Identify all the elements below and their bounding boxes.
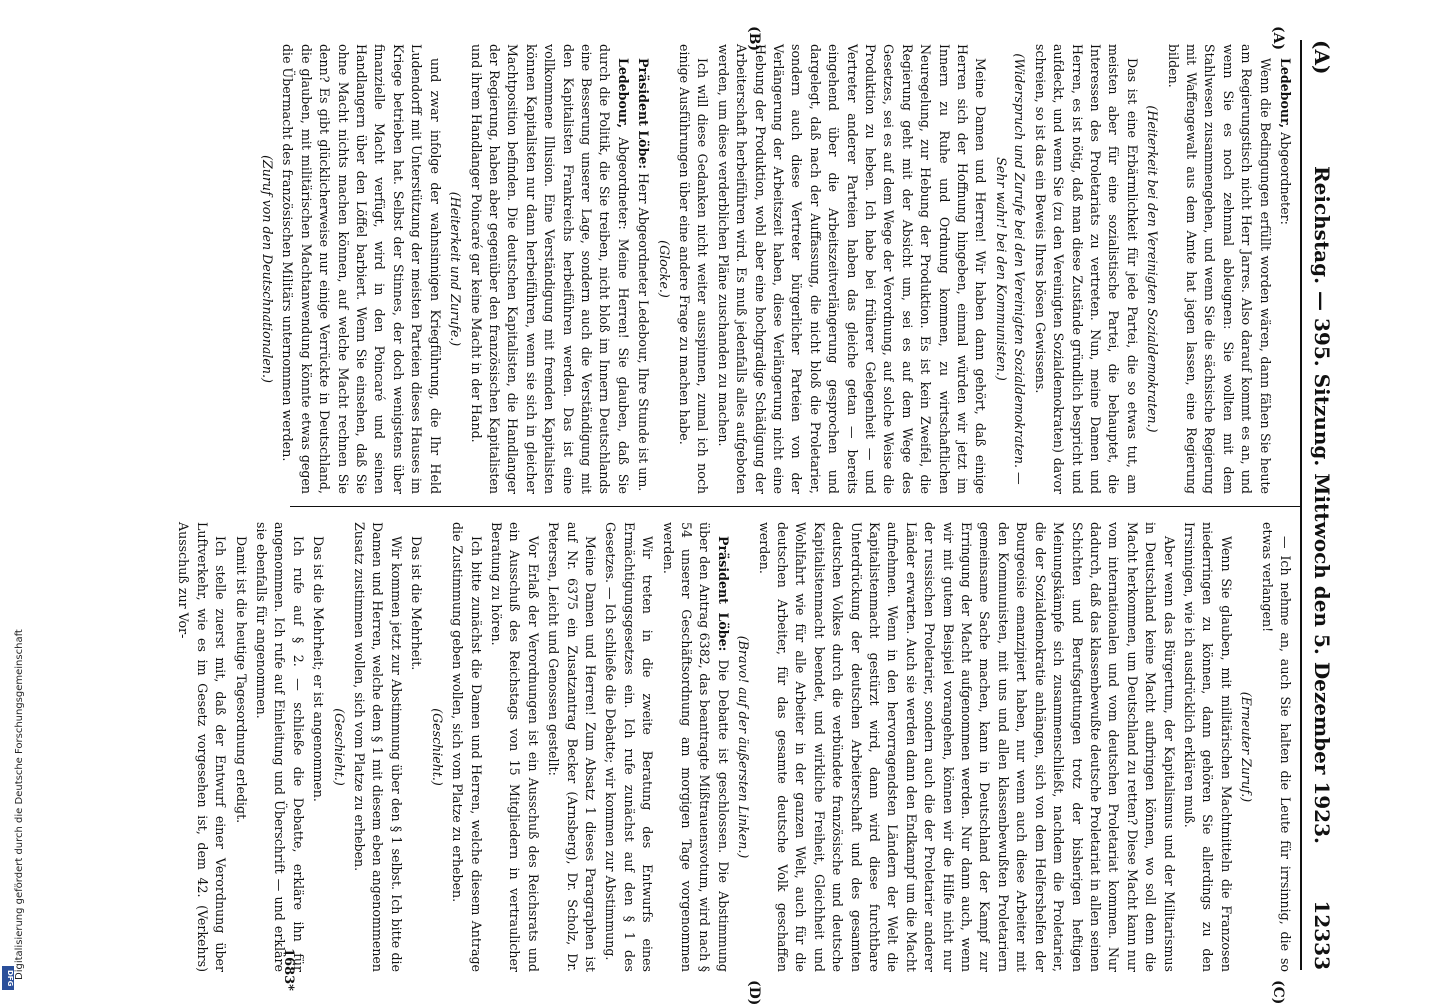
paragraph-text: Wenn die Bedingungen erfüllt worden wären, dann fähen Sie heute am Regierungstisch nicht Herr Jarres. Also darauf kommt es an, und wenn Sie es noch zehnmal ableugnen: Sie wollten mit dem Stahlwesen zusammengehen, und wenn Sie die sächsische Regierung mit Waffengewalt aus dem Amte hat jagen lassen, eine Regierung bilden. <box>1165 44 1273 494</box>
header-rule <box>1300 40 1302 970</box>
speaker-name: Ledebour, <box>1278 58 1293 129</box>
margin-mark-b: (B) <box>746 26 762 52</box>
paragraph <box>309 522 327 972</box>
paragraph-text: (Erneuter Zuruf.) <box>1239 691 1255 803</box>
paragraph-text: (Zuruf von den Deutschnationalen.) <box>260 155 276 383</box>
paragraph-text: Abgeordneter: <box>1278 128 1293 225</box>
paragraph <box>1180 522 1235 972</box>
paragraph <box>1030 44 1140 494</box>
paragraph <box>675 44 712 494</box>
stage-direction <box>258 44 276 494</box>
paragraph-text: Ich bitte zunächst die Damen und Herren, welche diesem Antrage die Zustimmung geben wollen, sich vom Platze zu erheben. <box>450 522 484 972</box>
signature-mark: 1683* <box>281 948 296 991</box>
paragraph-text: (Geschieht.) <box>429 708 445 786</box>
paragraph-text: (Widerspruch und Zurufe bei den Vereinigten Sozialdemokraten. — Sehr wahr! bei den Kommunisten.) <box>993 53 1028 485</box>
stage-direction <box>1237 522 1255 972</box>
paragraph <box>544 522 599 972</box>
paragraph <box>754 522 1177 972</box>
paragraph <box>466 44 632 494</box>
stage-direction <box>427 522 445 972</box>
paragraph <box>487 522 542 972</box>
paragraph <box>601 522 656 972</box>
stage-direction <box>329 522 347 972</box>
paragraph <box>634 44 652 494</box>
paragraph-text: Damit ist die heutige Tagesordnung erledigt. <box>233 536 249 824</box>
paragraph <box>350 522 405 972</box>
paragraph <box>1257 522 1294 972</box>
page-header <box>1300 40 1334 970</box>
paragraph-text: und zwar infolge der wahnsinnigen Kriegführung, die Ihr Held Ludendorff mit Unterstützung der meisten Parteien dieses Hauses im Kriege betrieben hat. Selbst der Stinnes, der doch wenigstens über finanzielle Macht verfügt, wird in den Poincaré und seinen Handlangern über den Löffel barbiert. Wenn Sie einsehen, daß Sie ohne Macht nichts machen können, auf welche Macht rechnen Sie denn? Es gibt glücklicherweise nur einige Verrückte in Deutschland, die glauben, mit militärischen Machtanwendung könnte etwas gegen die Übermacht des französischen Militärs unternommen werden. <box>280 44 443 494</box>
margin-mark-c: (C) <box>1270 980 1286 1005</box>
paragraph-text: — Ich nehme an, auch Sie halten die Leute für irrsinnig, die so etwas verlangen! <box>1259 522 1293 972</box>
paragraph-text: Herr Abgeordneter Ledebour, Ihre Stunde ist um. <box>636 169 652 492</box>
stage-direction <box>446 44 464 494</box>
digitization-credit: Digitalisierung gefördert durch die Deutsche Forschungsgemeinschaft <box>14 629 25 980</box>
paragraph-text: Ich rufe auf § 2. — schließe die Debatte, erkläre ihn für angenommen. Ich rufe auf Einleitung und Überschrift — und erkläre sie ebenfalls für angenommen. <box>254 522 306 972</box>
stage-direction <box>992 44 1029 494</box>
paragraph-text: (Heiterkeit bei den Vereinigten Sozialdemokraten.) <box>1145 105 1161 433</box>
paragraph-text: (Heiterkeit und Zurufe.) <box>448 191 464 347</box>
paragraph-text: Ich stelle zuerst mit, daß der Entwurf einer Verordnung über Luftverkehr, wie es im Gesetz vorgesehen ist, dem 42. (Verkehrs) Ausschuß zur Vor- <box>176 522 229 972</box>
paragraph <box>448 522 485 972</box>
paragraph-text: Das ist eine Erbärmlichkeit für jede Partei, die so etwas tut, am meisten aber für eine sozialistische Partei, die behauptet, die Interessen des Proletariats zu vertreten. Nun, meine Damen und Herren, es ist nötig, daß man diese Zustände gründlich bespricht und aufdeckt, und wenn Sie (zu den Vereinigten Sozialdemokraten) davor schreien, so ist das ein Beweis Ihres bösen Gewissens. <box>1032 44 1140 494</box>
column-divider <box>290 506 1300 507</box>
paragraph-text: Ich will diese Gedanken nicht weiter ausspinnen, zumal ich noch einige Ausführungen über eine andere Frage zu machen habe. <box>677 44 711 494</box>
paragraph <box>174 522 229 972</box>
left-column <box>256 44 1294 494</box>
document-page <box>64 0 1364 1005</box>
paragraph-text: Wir kommen jetzt zur Abstimmung über den § 1 selbst. Ich bitte die Damen und Herren, welche dem § 1 mit diesem eben angenommenen Zusatz zustimmen wollen, sich vom Platze zu erheben. <box>352 522 404 972</box>
paragraph <box>231 522 249 972</box>
paragraph-text: (Geschieht.) <box>331 708 347 786</box>
paragraph <box>658 522 732 972</box>
paragraph <box>1276 44 1294 494</box>
header-margin-mark: (A) <box>1310 40 1334 75</box>
paragraph-text: Das ist die Mehrheit; er ist angenommen. <box>311 536 327 802</box>
paragraph-text: (Glocke.) <box>656 240 672 298</box>
paragraph-text: Wir treten in die zweite Beratung des Entwurfs eines Ermächtigungsgesetzes ein. Ich rufe zunächst auf den § 1 des Gesetzes. — Ich schließe die Debatte; wir kommen zur Abstimmung. <box>603 522 656 972</box>
paragraph-text: Wenn Sie glauben, mit militärischen Machtmitteln die Franzosen niederringen zu können, dann gehören Sie allerdings zu den Irrsinnigen, wie ich ausdrücklich erklären muß. <box>1181 522 1234 972</box>
paragraph <box>713 44 989 494</box>
paragraph-text: Vor Erlaß der Verordnungen ist ein Ausschuß des Reichsrats und ein Ausschuß des Reichstags von 15 Mitgliedern in vertraulicher Beratung zu hören. <box>488 522 541 972</box>
paragraph <box>252 522 307 972</box>
paragraph-text: Aber wenn das Bürgertum, der Kapitalismus und der Militarismus in Deutschland keine Macht aufbringen können, wo soll denn die Macht herkommen, um Deutschland zu retten? Diese Macht kann nur vom internationalen und vom deutschen Proletariat kommen. Nur dadurch, daß das klassenbewußte deutsche Proletariat in allen seinen Schichten und Berufsgattungen trotz der bisherigen heftigen Meinungskämpfe sich zusammenschließt, nachdem die Proletarier, die der Sozialdemokratie anhängen, sich von dem Helfershelfen der Bourgeoisie emanzipiert haben, nur wenn auch diese Arbeiter mit den Kommunisten, mit uns und allen klassenbewußten Proletariern gemeinsame Sache machen, kann in Deutschland der Kampf zur Erringung der Macht aufgenommen werden. Nur dann auch, wenn wir mit gutem Beispiel vorangehen, können wir die Hilfe nicht nur der russischen Proletarier, sondern auch die der Proletarier anderer Länder erwarten. Auch sie werden dann den Endkampf um die Macht aufnehmen. Wenn in den hervorragendsten Ländern der Welt die Kapitalistenmacht gestürzt wird, dann wird diese furchtbare Unterdrückung der deutschen Arbeiterschaft und des gesamten deutschen Volkes durch die verbündete französische und deutsche Kapitalistenmacht beendet, und wirkliche Freiheit, Gleichheit und Wohlfahrt wie für alle Arbeiter in der ganzen Welt, auch für die deutschen Arbeiter, für das gesamte deutsche Volk geschaffen werden. <box>756 522 1177 972</box>
paragraph <box>1163 44 1273 494</box>
stage-direction <box>1143 44 1161 494</box>
paragraph-text: Abgeordneter: Meine Herren! Sie glauben, daß Sie durch die Politik, die Sie treiben, nicht bloß im Innern Deutschlands eine Besserung unserer Lage, sondern auch die Verständigung mit den Kapitalisten Frankreichs herbeiführen werden. Das ist eine vollkommene Illusion. Eine Verständigung mit fremden Kapitalisten können Kapitalisten nur dann herbeiführen, wenn sie sich in gleicher Machtposition befinden. Die deutschen Kapitalisten, die Handlanger der Regierung, haben aber gegenüber den französischen Kapitalisten und ihrem Handlanger Poincaré gar keine Macht in der Hand. <box>468 44 631 494</box>
dfg-logo: DFG <box>2 966 14 990</box>
page-number: 12333 <box>1310 900 1334 970</box>
speaker-name: Präsident Löbe: <box>715 536 731 652</box>
speaker-name: Ledebour, <box>615 58 631 129</box>
stage-direction <box>654 44 672 494</box>
paragraph-text: Die Debatte ist geschlossen. Die Abstimmung über den Antrag 6382, das beantragte Mißtrauensvotum, wird nach § 54 unserer Geschäftsordnung am morgigen Tage vorgenommen werden. <box>660 522 731 972</box>
paragraph-text: (Bravo! auf der äußersten Linken.) <box>736 635 752 859</box>
speaker-name: Präsident Löbe: <box>636 58 652 170</box>
right-column <box>172 522 1294 972</box>
paragraph <box>407 522 425 972</box>
margin-mark-d: (D) <box>746 980 762 1005</box>
stage-direction <box>734 522 752 972</box>
page-title: Reichstag. — 395. Sitzung. Mittwoch den 5. Dezember 1923. <box>1310 166 1334 844</box>
paragraph <box>278 44 444 494</box>
margin-mark-a: (A) <box>1270 26 1286 51</box>
paragraph-text: Meine Damen und Herren! Wir haben dann gehört, daß einige Herren sich der Hoffnung hingeben, einmal würden wir jetzt im Innern zu Ruhe und Ordnung kommen, zu wirtschaftlichen Neuregelung, zur Hebung der Produktion. Es ist kein Zweifel, die Regierung geht mit der Absicht um, sei es auf dem Wege des Gesetzes, sei es auf dem Wege der Verordnung, auf solche Weise die Produktion zu heben. Ich habe bei früherer Gelegenheit — und Vertreter anderer Parteien haben das gleiche getan — bereits eingehend über die Arbeitszeitverlängerung gesprochen und dargelegt, daß nach der Auffassung, die nicht bloß die Proletarier, sondern auch diese Vertreter bürgerlicher Parteien von der Verlängerung der Arbeitszeit haben, diese Verlängerung nicht eine Hebung der Produktion, wohl aber eine hochgradige Schädigung der Arbeiterschaft herbeiführen wird. Es muß jedenfalls alles aufgeboten werden, um diese verderblichen Pläne zuschanden zu machen. <box>715 44 989 494</box>
paragraph-text: Meine Damen und Herren! Zum Absatz 1 dieses Paragraphen ist auf Nr. 6375 ein Zusatzantrag Becker (Arnsberg), Dr. Scholz, Dr. Petersen, Leicht und Genossen gestellt: <box>546 522 598 972</box>
paragraph-text: Das ist die Mehrheit. <box>409 536 425 671</box>
